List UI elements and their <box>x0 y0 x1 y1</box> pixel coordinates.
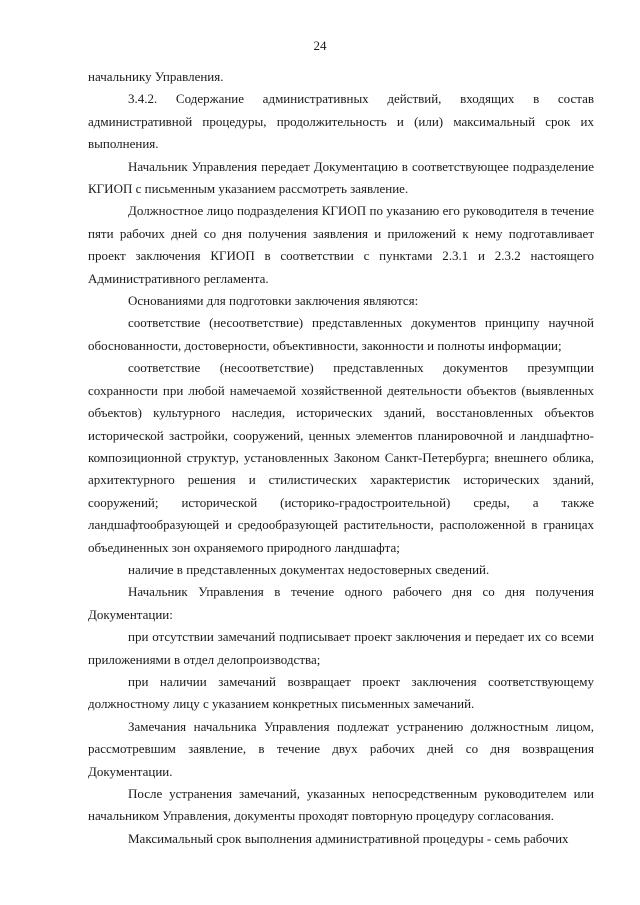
document-body <box>88 66 594 850</box>
paragraph: Начальник Управления в течение одного рабочего дня со дня получения Документации: <box>88 584 594 622</box>
paragraph: при отсутствии замечаний подписывает проект заключения и передает их со всеми приложениями в отдел делопроизводства; <box>88 629 594 667</box>
paragraph: После устранения замечаний, указанных непосредственным руководителем или начальником Управления, документы проходят повторную процедуру согласования. <box>88 786 594 824</box>
paragraph: наличие в представленных документах недостоверных сведений. <box>128 561 490 577</box>
paragraph: Основаниями для подготовки заключения являются: <box>128 293 419 309</box>
paragraph: соответствие (несоответствие) представленных документов принципу научной обоснованности, достоверности, объективности, законности и полноты информации; <box>88 315 594 353</box>
page-number: 24 <box>313 38 327 53</box>
paragraph: Замечания начальника Управления подлежат устранению должностным лицом, рассмотревшим заявление, в течение двух рабочих дней со дня возвращения Документации. <box>88 718 594 779</box>
paragraph: при наличии замечаний возвращает проект заключения соответствующему должностному лицу с указанием конкретных письменных замечаний. <box>88 673 594 712</box>
paragraph: Максимальный срок выполнения административной процедуры - семь рабочих <box>128 830 569 846</box>
paragraph: 3.4.2. Содержание административных действий, входящих в состав административной процедуры, продолжительность и (или) максимальный срок их выполнения. <box>88 91 594 152</box>
paragraph: начальнику Управления. <box>88 69 224 84</box>
paragraph: Должностное лицо подразделения КГИОП по указанию его руководителя в течение пяти рабочих дней со дня получения заявления и приложений к нему подготавливает проект заключения КГИОП в соответствии с пунктами 2.3.1 и 2.3.2 настоящего Административного регламента. <box>88 203 594 286</box>
paragraph: соответствие (несоответствие) представленных документов презумпции сохранности при любой намечаемой хозяйственной деятельности объектов (выявленных объектов) культурного наследия, исторических зданий, восстановленных объектов исторической застройки, сооружений, ценных элементов планировочной и ландшафтно-композиционной структур, установленных Законом Санкт-Петербурга; внешнего облика, архитектурного решения и стилистических характеристик исторических зданий, сооружений; исторической (историко-градостроительной) среды, а также ландшафтообразующей и средообразующей растительности, расположенной в границах объединенных зон охраняемого природного ландшафта; <box>88 360 594 555</box>
paragraph: Начальник Управления передает Документацию в соответствующее подразделение КГИОП с письменным указанием рассмотреть заявление. <box>88 158 594 197</box>
